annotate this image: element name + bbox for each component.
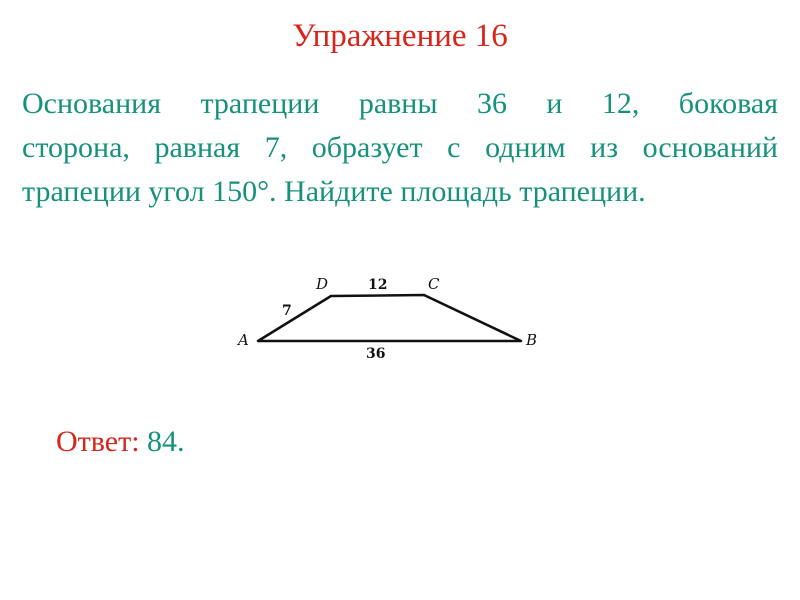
trapezoid-shape: [258, 295, 521, 341]
problem-line: трапеции угол 150°. Найдите площадь трапеции.: [22, 175, 646, 208]
answer-value: 84.: [147, 425, 185, 458]
problem-line: Основания трапеции равны 36 и 12, боковая: [22, 87, 778, 120]
vertex-label-d: D: [316, 275, 329, 293]
slide-title: Упражнение 16: [292, 18, 508, 54]
vertex-label-b: B: [526, 331, 538, 349]
answer: [56, 422, 185, 462]
side-label-bottom: 36: [366, 346, 386, 362]
side-label-top: 12: [368, 277, 388, 293]
answer-label: Ответ:: [56, 425, 140, 458]
vertex-label-c: C: [428, 275, 440, 293]
problem-line: сторона, равная 7, образует с одним из оснований: [22, 131, 778, 164]
vertex-label-a: A: [238, 331, 249, 349]
side-label-left: 7: [282, 303, 292, 319]
